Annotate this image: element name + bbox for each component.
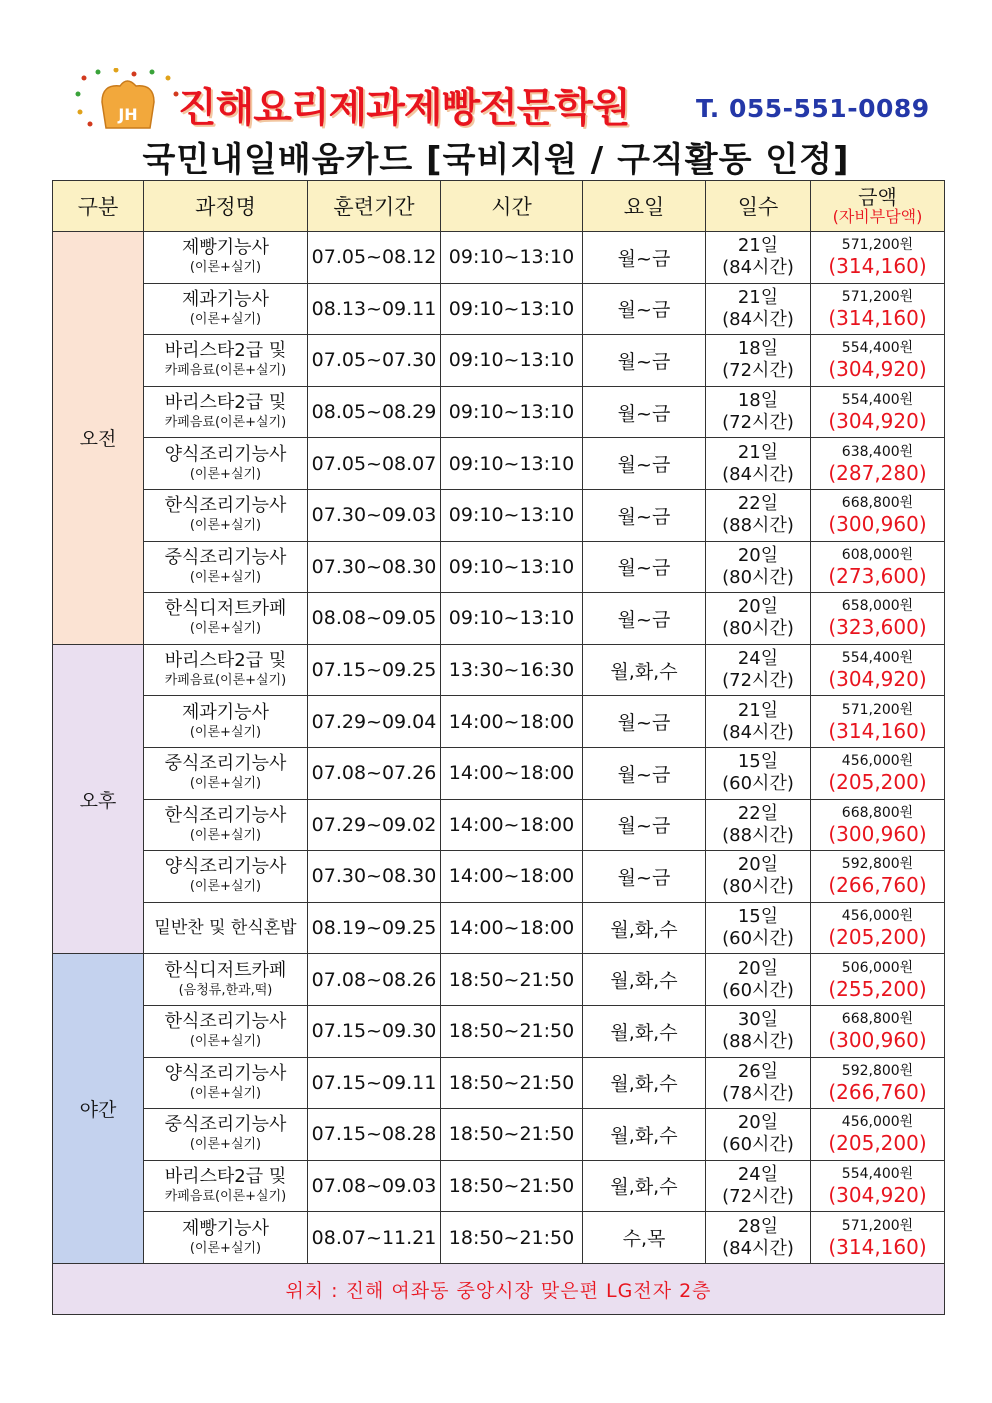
period-cell: 07.29~09.02 [308, 799, 441, 851]
training-days: 20일 [737, 1112, 779, 1134]
time-cell: 13:30~16:30 [441, 644, 583, 696]
course-name-cell [144, 283, 308, 335]
training-hours: (60시간) [722, 928, 794, 950]
course-schedule-table [52, 180, 945, 1315]
time-cell: 09:10~13:10 [441, 386, 583, 438]
days-cell [706, 386, 811, 438]
training-hours: (80시간) [722, 876, 794, 898]
course-name-cell [144, 593, 308, 645]
days-cell [706, 902, 811, 954]
self-pay-amount: (314,160) [828, 305, 927, 330]
header-amount-sub: (자비부담액) [832, 207, 923, 226]
table-row [53, 1057, 945, 1109]
time-cell: 09:10~13:10 [441, 438, 583, 490]
training-hours: (72시간) [722, 670, 794, 692]
days-cell [706, 1160, 811, 1212]
course-subtitle: 카페음료(이론+실기) [164, 1188, 287, 1204]
course-name: 제과기능사 [182, 701, 269, 723]
training-hours: (84시간) [722, 257, 794, 279]
header-course: 과정명 [144, 181, 308, 232]
days-cell [706, 1109, 811, 1161]
table-row [53, 696, 945, 748]
self-pay-amount: (314,160) [828, 254, 927, 279]
training-hours: (60시간) [722, 1134, 794, 1156]
course-name: 제빵기능사 [182, 237, 269, 259]
training-days: 21일 [737, 286, 779, 308]
amount-cell [811, 335, 945, 387]
self-pay-amount: (205,200) [828, 925, 927, 950]
days-cell [706, 335, 811, 387]
self-pay-amount: (304,920) [828, 409, 927, 434]
course-subtitle: 카페음료(이론+실기) [164, 363, 287, 379]
amount-cell [811, 1212, 945, 1264]
training-days: 24일 [737, 648, 779, 670]
table-row [53, 747, 945, 799]
course-name: 제과기능사 [182, 288, 269, 310]
training-days: 21일 [737, 441, 779, 463]
course-subtitle: (이론+실기) [189, 260, 262, 276]
amount-cell [811, 386, 945, 438]
time-cell: 14:00~18:00 [441, 799, 583, 851]
days-cell [706, 799, 811, 851]
table-row [53, 283, 945, 335]
course-name-cell [144, 747, 308, 799]
table-row [53, 232, 945, 284]
course-subtitle: (이론+실기) [189, 569, 262, 585]
self-pay-amount: (304,920) [828, 357, 927, 382]
course-subtitle: (이론+실기) [189, 1034, 262, 1050]
course-name-cell [144, 644, 308, 696]
days-cell [706, 747, 811, 799]
weekday-cell: 월~금 [583, 593, 706, 645]
table-row [53, 851, 945, 903]
self-pay-amount: (300,960) [828, 821, 927, 846]
tuition-fee: 456,000원 [841, 908, 914, 925]
tuition-fee: 592,800원 [841, 1062, 914, 1079]
period-cell: 07.05~07.30 [308, 335, 441, 387]
training-hours: (60시간) [722, 979, 794, 1001]
course-name-cell [144, 335, 308, 387]
time-cell: 14:00~18:00 [441, 696, 583, 748]
course-subtitle: (음청류,한과,떡) [178, 982, 273, 998]
course-name-cell [144, 1212, 308, 1264]
course-name: 밑반찬 및 한식혼밥 [154, 918, 297, 939]
days-cell [706, 644, 811, 696]
days-cell [706, 696, 811, 748]
table-row [53, 1212, 945, 1264]
tuition-fee: 554,400원 [841, 340, 914, 357]
training-days: 18일 [737, 390, 779, 412]
table-row [53, 1109, 945, 1161]
course-subtitle: (이론+실기) [189, 1137, 262, 1153]
time-cell: 18:50~21:50 [441, 954, 583, 1006]
weekday-cell: 월~금 [583, 438, 706, 490]
phone-number: T. 055-551-0089 [696, 94, 930, 123]
course-name: 양식조리기능사 [164, 1062, 287, 1084]
time-cell: 09:10~13:10 [441, 489, 583, 541]
course-name: 바리스타2급 및 [164, 1165, 287, 1187]
period-cell: 07.05~08.07 [308, 438, 441, 490]
tuition-fee: 571,200원 [841, 701, 914, 718]
header-time: 시간 [441, 181, 583, 232]
tuition-fee: 608,000원 [841, 546, 914, 563]
training-days: 20일 [737, 544, 779, 566]
days-cell [706, 232, 811, 284]
course-name: 바리스타2급 및 [164, 392, 287, 414]
days-cell [706, 593, 811, 645]
course-name-cell [144, 1160, 308, 1212]
period-cell: 07.08~07.26 [308, 747, 441, 799]
period-cell: 08.07~11.21 [308, 1212, 441, 1264]
training-hours: (78시간) [722, 1082, 794, 1104]
tuition-fee: 668,800원 [841, 495, 914, 512]
time-cell: 18:50~21:50 [441, 1109, 583, 1161]
amount-cell [811, 489, 945, 541]
training-hours: (60시간) [722, 773, 794, 795]
self-pay-amount: (255,200) [828, 976, 927, 1001]
amount-cell [811, 902, 945, 954]
tuition-fee: 668,800원 [841, 804, 914, 821]
weekday-cell: 월~금 [583, 541, 706, 593]
course-name-cell [144, 386, 308, 438]
days-cell [706, 1212, 811, 1264]
course-name: 양식조리기능사 [164, 856, 287, 878]
days-cell [706, 489, 811, 541]
training-days: 28일 [737, 1215, 779, 1237]
bakery-logo-icon [72, 68, 182, 134]
period-cell: 07.05~08.12 [308, 232, 441, 284]
course-subtitle: (이론+실기) [189, 518, 262, 534]
course-subtitle: (이론+실기) [189, 776, 262, 792]
period-cell: 07.08~08.26 [308, 954, 441, 1006]
course-name-cell [144, 1057, 308, 1109]
weekday-cell: 수,목 [583, 1212, 706, 1264]
days-cell [706, 283, 811, 335]
course-subtitle: 카페음료(이론+실기) [164, 673, 287, 689]
training-hours: (72시간) [722, 360, 794, 382]
course-name: 중식조리기능사 [164, 753, 287, 775]
table-row [53, 593, 945, 645]
amount-cell [811, 1109, 945, 1161]
table-row [53, 541, 945, 593]
time-cell: 09:10~13:10 [441, 593, 583, 645]
header-amount-label: 금액 [858, 185, 897, 209]
self-pay-amount: (266,760) [828, 1079, 927, 1104]
amount-cell [811, 1005, 945, 1057]
time-cell: 09:10~13:10 [441, 541, 583, 593]
weekday-cell: 월~금 [583, 851, 706, 903]
weekday-cell: 월~금 [583, 696, 706, 748]
period-cell: 07.30~09.03 [308, 489, 441, 541]
amount-cell [811, 747, 945, 799]
course-subtitle: (이론+실기) [189, 311, 262, 327]
weekday-cell: 월~금 [583, 335, 706, 387]
course-name: 양식조리기능사 [164, 443, 287, 465]
tuition-fee: 554,400원 [841, 392, 914, 409]
period-cell: 07.15~09.30 [308, 1005, 441, 1057]
weekday-cell: 월,화,수 [583, 1160, 706, 1212]
weekday-cell: 월,화,수 [583, 1057, 706, 1109]
training-days: 21일 [737, 235, 779, 257]
course-name: 한식조리기능사 [164, 1011, 287, 1033]
tuition-fee: 571,200원 [841, 1217, 914, 1234]
training-hours: (84시간) [722, 308, 794, 330]
training-hours: (84시간) [722, 721, 794, 743]
course-name-cell [144, 438, 308, 490]
amount-cell [811, 799, 945, 851]
time-cell: 14:00~18:00 [441, 902, 583, 954]
course-subtitle: (이론+실기) [189, 827, 262, 843]
course-name: 바리스타2급 및 [164, 340, 287, 362]
weekday-cell: 월~금 [583, 232, 706, 284]
tuition-fee: 554,400원 [841, 650, 914, 667]
header-weekday: 요일 [583, 181, 706, 232]
training-days: 26일 [737, 1060, 779, 1082]
amount-cell [811, 644, 945, 696]
time-cell: 18:50~21:50 [441, 1005, 583, 1057]
table-row [53, 1160, 945, 1212]
course-name-cell [144, 541, 308, 593]
tuition-fee: 658,000원 [841, 598, 914, 615]
amount-cell [811, 232, 945, 284]
tuition-fee: 571,200원 [841, 237, 914, 254]
training-days: 21일 [737, 699, 779, 721]
self-pay-amount: (323,600) [828, 615, 927, 640]
table-header-row [53, 181, 945, 232]
period-cell: 07.29~09.04 [308, 696, 441, 748]
training-hours: (88시간) [722, 1031, 794, 1053]
weekday-cell: 월~금 [583, 799, 706, 851]
category-cell: 오후 [53, 644, 144, 954]
tuition-fee: 638,400원 [841, 443, 914, 460]
period-cell: 07.15~08.28 [308, 1109, 441, 1161]
training-days: 20일 [737, 596, 779, 618]
amount-cell [811, 1057, 945, 1109]
amount-cell [811, 954, 945, 1006]
training-hours: (72시간) [722, 412, 794, 434]
weekday-cell: 월,화,수 [583, 1005, 706, 1057]
weekday-cell: 월,화,수 [583, 644, 706, 696]
training-hours: (80시간) [722, 566, 794, 588]
days-cell [706, 954, 811, 1006]
training-days: 15일 [737, 906, 779, 928]
tuition-fee: 456,000원 [841, 1114, 914, 1131]
self-pay-amount: (273,600) [828, 563, 927, 588]
period-cell: 07.30~08.30 [308, 541, 441, 593]
weekday-cell: 월,화,수 [583, 1109, 706, 1161]
self-pay-amount: (314,160) [828, 1234, 927, 1259]
days-cell [706, 541, 811, 593]
course-name-cell [144, 1005, 308, 1057]
table-row [53, 438, 945, 490]
weekday-cell: 월~금 [583, 386, 706, 438]
tuition-fee: 456,000원 [841, 753, 914, 770]
table-row [53, 335, 945, 387]
amount-cell [811, 1160, 945, 1212]
weekday-cell: 월~금 [583, 489, 706, 541]
table-row [53, 644, 945, 696]
header-amount [811, 181, 945, 232]
table-row [53, 902, 945, 954]
tuition-fee: 554,400원 [841, 1165, 914, 1182]
training-hours: (84시간) [722, 463, 794, 485]
period-cell: 07.15~09.11 [308, 1057, 441, 1109]
amount-cell [811, 541, 945, 593]
course-subtitle: (이론+실기) [189, 621, 262, 637]
course-name: 한식조리기능사 [164, 804, 287, 826]
header-category: 구분 [53, 181, 144, 232]
self-pay-amount: (287,280) [828, 460, 927, 485]
period-cell: 07.08~09.03 [308, 1160, 441, 1212]
course-name-cell [144, 902, 308, 954]
training-hours: (84시간) [722, 1237, 794, 1259]
weekday-cell: 월~금 [583, 283, 706, 335]
course-subtitle: (이론+실기) [189, 1240, 262, 1256]
logo-text: JH [118, 105, 138, 124]
period-cell: 08.13~09.11 [308, 283, 441, 335]
weekday-cell: 월,화,수 [583, 902, 706, 954]
table-row [53, 386, 945, 438]
self-pay-amount: (314,160) [828, 718, 927, 743]
training-days: 20일 [737, 854, 779, 876]
course-subtitle: (이론+실기) [189, 879, 262, 895]
period-cell: 07.30~08.30 [308, 851, 441, 903]
period-cell: 08.05~08.29 [308, 386, 441, 438]
category-cell: 야간 [53, 954, 144, 1264]
time-cell: 14:00~18:00 [441, 747, 583, 799]
tuition-fee: 592,800원 [841, 856, 914, 873]
self-pay-amount: (205,200) [828, 770, 927, 795]
time-cell: 09:10~13:10 [441, 335, 583, 387]
amount-cell [811, 696, 945, 748]
tuition-fee: 506,000원 [841, 959, 914, 976]
amount-cell [811, 593, 945, 645]
school-name: 진해요리제과제빵전문학원 [178, 85, 630, 131]
training-days: 18일 [737, 338, 779, 360]
course-name-cell [144, 851, 308, 903]
amount-cell [811, 851, 945, 903]
training-days: 24일 [737, 1163, 779, 1185]
header [0, 0, 992, 180]
course-subtitle: (이론+실기) [189, 724, 262, 740]
time-cell: 18:50~21:50 [441, 1212, 583, 1264]
training-hours: (88시간) [722, 824, 794, 846]
category-cell: 오전 [53, 232, 144, 645]
time-cell: 18:50~21:50 [441, 1160, 583, 1212]
time-cell: 09:10~13:10 [441, 232, 583, 284]
course-name: 한식디저트카페 [164, 598, 287, 620]
training-days: 22일 [737, 493, 779, 515]
table-row [53, 489, 945, 541]
table-row [53, 1005, 945, 1057]
time-cell: 14:00~18:00 [441, 851, 583, 903]
days-cell [706, 1057, 811, 1109]
course-name: 바리스타2급 및 [164, 650, 287, 672]
self-pay-amount: (300,960) [828, 512, 927, 537]
training-hours: (80시간) [722, 618, 794, 640]
training-days: 30일 [737, 1009, 779, 1031]
course-subtitle: (이론+실기) [189, 1085, 262, 1101]
location-row [53, 1263, 945, 1315]
course-name-cell [144, 1109, 308, 1161]
course-name-cell [144, 696, 308, 748]
tuition-fee: 571,200원 [841, 288, 914, 305]
header-period: 훈련기간 [308, 181, 441, 232]
time-cell: 18:50~21:50 [441, 1057, 583, 1109]
course-name-cell [144, 489, 308, 541]
table-row [53, 799, 945, 851]
period-cell: 08.08~09.05 [308, 593, 441, 645]
tuition-fee: 668,800원 [841, 1011, 914, 1028]
weekday-cell: 월,화,수 [583, 954, 706, 1006]
training-hours: (88시간) [722, 515, 794, 537]
self-pay-amount: (304,920) [828, 667, 927, 692]
training-days: 20일 [737, 957, 779, 979]
weekday-cell: 월~금 [583, 747, 706, 799]
course-subtitle: (이론+실기) [189, 466, 262, 482]
period-cell: 07.15~09.25 [308, 644, 441, 696]
days-cell [706, 438, 811, 490]
page-subtitle: 국민내일배움카드 [국비지원 / 구직활동 인정] [142, 140, 850, 180]
self-pay-amount: (266,760) [828, 873, 927, 898]
training-days: 22일 [737, 802, 779, 824]
course-name: 한식조리기능사 [164, 495, 287, 517]
time-cell: 09:10~13:10 [441, 283, 583, 335]
course-name: 중식조리기능사 [164, 1114, 287, 1136]
table-row [53, 954, 945, 1006]
self-pay-amount: (304,920) [828, 1182, 927, 1207]
course-name: 한식디저트카페 [164, 959, 287, 981]
self-pay-amount: (205,200) [828, 1131, 927, 1156]
amount-cell [811, 283, 945, 335]
course-name-cell [144, 954, 308, 1006]
course-subtitle: 카페음료(이론+실기) [164, 415, 287, 431]
training-days: 15일 [737, 751, 779, 773]
course-name: 제빵기능사 [182, 1217, 269, 1239]
amount-cell [811, 438, 945, 490]
days-cell [706, 1005, 811, 1057]
training-hours: (72시간) [722, 1185, 794, 1207]
location-text: 위치 : 진해 여좌동 중앙시장 맞은편 LG전자 2층 [53, 1263, 945, 1315]
course-name-cell [144, 232, 308, 284]
header-days: 일수 [706, 181, 811, 232]
course-name: 중식조리기능사 [164, 546, 287, 568]
self-pay-amount: (300,960) [828, 1028, 927, 1053]
days-cell [706, 851, 811, 903]
period-cell: 08.19~09.25 [308, 902, 441, 954]
course-name-cell [144, 799, 308, 851]
